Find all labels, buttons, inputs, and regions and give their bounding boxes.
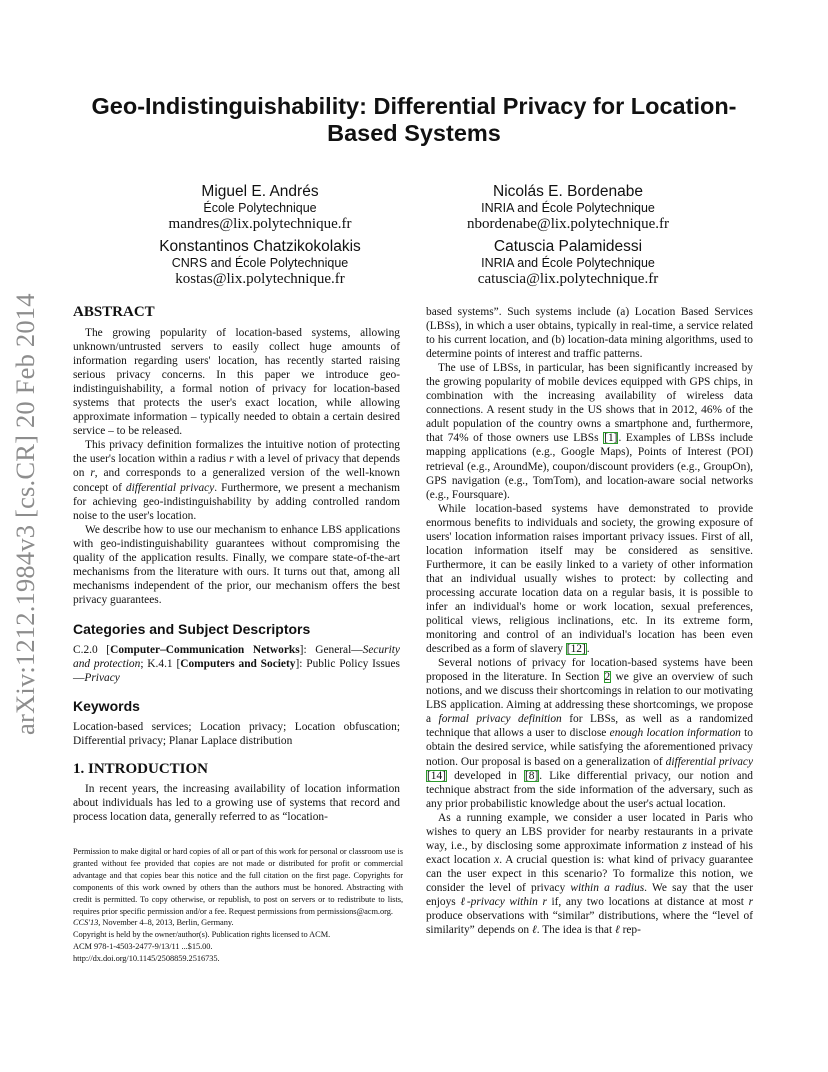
arxiv-stamp: arXiv:1212.1984v3 [cs.CR] 20 Feb 2014 — [10, 293, 40, 735]
introduction-paragraph-1: In recent years, the increasing availability of location information about individuals has led to a growing use of systems that record and process location data, generally referred to as “location- — [73, 783, 400, 824]
paper-title: Geo-Indistinguishability: Differential Privacy for Location-Based Systems — [91, 93, 737, 146]
section-link[interactable]: 2 — [604, 671, 611, 684]
author-block-4 — [438, 238, 698, 288]
author-name: Catuscia Palamidessi — [493, 238, 643, 255]
author-block-2 — [438, 183, 698, 233]
citation-link[interactable]: [14] — [427, 769, 446, 782]
citation-link[interactable]: [8] — [524, 769, 539, 782]
author-email[interactable]: catuscia@lix.polytechnique.fr — [477, 271, 659, 287]
categories-text: C.2.0 [Computer–Communication Networks]: General—Security and protection; K.4.1 [Computers and Society]: Public Policy Issues—Privacy — [73, 643, 400, 685]
author-affiliation: INRIA and École Polytechnique — [481, 256, 655, 270]
author-email[interactable]: mandres@lix.polytechnique.fr — [168, 216, 352, 232]
author-block-1 — [140, 183, 380, 233]
author-name: Konstantinos Chatzikokolakis — [159, 238, 361, 255]
author-block-3 — [130, 238, 390, 288]
keywords-text: Location-based services; Location privacy; Location obfuscation; Differential privacy; Planar Laplace distribution — [73, 721, 400, 748]
abstract-paragraph-1: The growing popularity of location-based systems, allowing unknown/untrusted servers to easily collect huge amounts of information regarding users' location, has recently started raising serious privacy concerns. In this paper we introduce geo-indistinguishability, a formal notion of privacy for location-based systems that protects the user's exact location, while allowing approximate information – typically needed to obtain a certain desired service – to be released. — [73, 327, 400, 438]
introduction-paragraph-2: The use of LBSs, in particular, has been significantly increased by the growing popularity of mobile devices equipped with GPS chips, in combination with the increasing availability of wireless data connections. A resent study in the US shows that in 2012, 46% of the adult population of the country owns a smartphone and, furthermore, that 74% of those owners use LBSs [1]. Examples of LBSs include mapping applications (e.g., Google Maps), Points of Interest (POI) retrieval (e.g., AroundMe), coupon/discount providers (e.g., GroupOn), GPS navigation (e.g., TomTom), and location-aware social networks (e.g., Foursquare). — [426, 362, 753, 501]
abstract-heading: ABSTRACT — [73, 304, 155, 320]
categories-heading: Categories and Subject Descriptors — [73, 620, 311, 637]
permission-text: Permission to make digital or hard copies of all or part of this work for personal or classroom use is granted without fee provided that copies are not made or distributed for profit or commercial advantage and that copies bear this notice and the full citation on the first page. Copyrights for components of this work owned by others than the authors must be honored. Abstracting with credit is permitted. To copy otherwise, or republish, to post on servers or to redistribute to lists, requires prior specific permission and/or a fee. Request permissions from permissions@acm.org. — [73, 847, 403, 916]
author-email[interactable]: kostas@lix.polytechnique.fr — [175, 271, 345, 287]
acm-line: ACM 978-1-4503-2477-9/13/11 ...$15.00. — [73, 942, 213, 952]
doi-link[interactable]: http://dx.doi.org/10.1145/2508859.2516735. — [73, 954, 220, 964]
citation-link[interactable]: [12] — [566, 643, 586, 656]
author-email[interactable]: nbordenabe@lix.polytechnique.fr — [466, 216, 670, 232]
abstract-paragraph-2: This privacy definition formalizes the intuitive notion of protecting the user's location within a radius r with a level of privacy that depends on r, and corresponds to a generalized version of the well-known concept of differential privacy. Furthermore, we present a mechanism for achieving geo-indistinguishability by adding controlled random noise to the user's location. — [73, 439, 400, 522]
left-column — [73, 304, 400, 824]
right-column — [426, 305, 753, 937]
introduction-paragraph-3: While location-based systems have demonstrated to provide enormous benefits to individuals and society, the growing exposure of users' location information raises important privacy issues. First of all, location information itself may be considered as sensitive. Furthermore, it can be easily linked to a variety of other information that an individual usually wishes to protect: by collecting and processing accurate location data on a regular basis, it is possible to infer an individual's home or work location, sexual preferences, political views, religious inclinations, etc. In its extreme form, monitoring and control of an individual's location has been even described as a form of slavery [12]. — [426, 502, 753, 656]
author-name: Nicolás E. Bordenabe — [493, 183, 643, 200]
permission-notice — [73, 846, 403, 965]
introduction-paragraph-5: As a running example, we consider a user located in Paris who wishes to query an LBS provider for nearby restaurants in a private way, i.e., by disclosing some approximate information z instead of his exact location x. A crucial question is: what kind of privacy guarantee can the user expect in this scenario? To formalize this notion, we consider the level of privacy within a radius. We say that the user enjoys ℓ-privacy within r if, any two locations at distance at most r produce observations with “similar” distributions, where the “level of similarity” depends on ℓ. The idea is that ℓ rep- — [426, 811, 754, 937]
author-affiliation: CNRS and École Polytechnique — [171, 256, 349, 270]
author-affiliation: École Polytechnique — [203, 201, 317, 215]
introduction-paragraph-1-continued: based systems”. Such systems include (a) Location Based Services (LBSs), in which a user obtains, typically in real-time, a service related to his current location, and (b) location-data mining algorithms, used to determine points of interest and traffic patterns. — [426, 306, 753, 361]
conference-line: CCS'13, November 4–8, 2013, Berlin, Germany. — [73, 918, 234, 928]
citation-link[interactable]: [1] — [604, 432, 618, 445]
author-affiliation: INRIA and École Polytechnique — [481, 201, 655, 215]
abstract-paragraph-3: We describe how to use our mechanism to enhance LBS applications with geo-indistinguishability guarantees without compromising the quality of the application results. Finally, we compare state-of-the-art mechanisms from the literature with ours. It turns out that, among all mechanisms independent of the prior, our mechanism offers the best privacy guarantees. — [73, 523, 400, 606]
keywords-heading: Keywords — [73, 698, 140, 715]
author-name: Miguel E. Andrés — [201, 183, 319, 200]
introduction-heading: 1. INTRODUCTION — [73, 761, 209, 778]
copyright-line: Copyright is held by the owner/author(s). Publication rights licensed to ACM. — [73, 930, 331, 940]
introduction-paragraph-4: Several notions of privacy for location-based systems have been proposed in the literature. In Section 2 we give an overview of such notions, and we discuss their shortcomings in relation to our motivating LBS application. Aiming at addressing these shortcomings, we propose a formal privacy definition for LBSs, as well as a randomized technique that allows a user to disclose enough location information to obtain the desired service, while satisfying the aforementioned privacy notion. Our proposal is based on a generalization of differential privacy [14] developed in [8]. Like differential privacy, our notion and technique abstract from the side information of the adversary, such as any prior probabilistic knowledge about the user's actual location. — [426, 657, 754, 810]
